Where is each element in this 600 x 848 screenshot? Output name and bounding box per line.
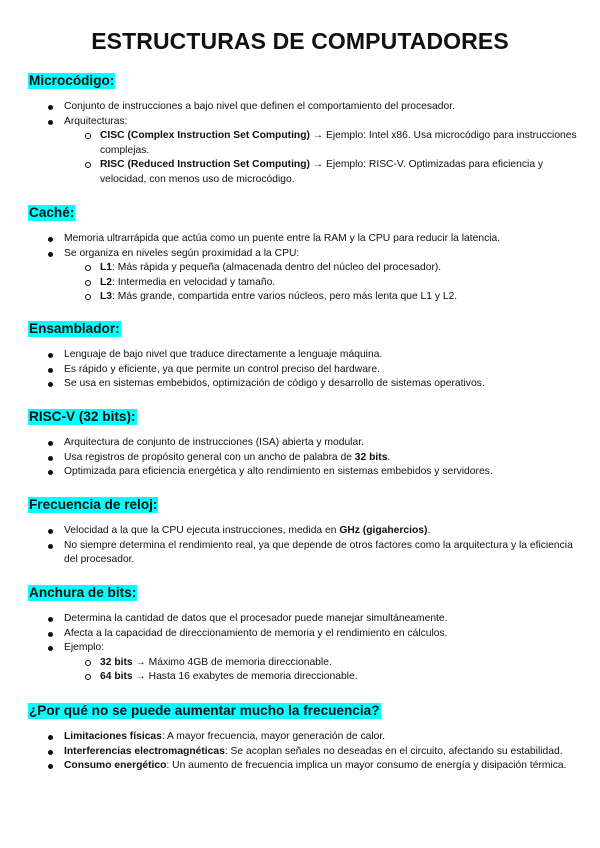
sub-item-text: → Hasta 16 exabytes de memoria direccionable. [132,671,358,683]
list-item [28,348,578,363]
sub-item-text: : Más grande, compartida entre varios núcleos, pero más lenta que L1 y L2. [112,291,458,303]
term-ghz: GHz (gigahercios) [339,525,428,536]
sub-list-item [28,670,578,685]
list-item-text: Afecta a la capacidad de direccionamiento de memoria y el rendimiento en cálculos. [64,627,448,639]
list-item [28,115,578,188]
list-item-text: . [387,451,391,463]
section-microcodigo [28,72,578,188]
term-risc: RISC (Reduced Instruction Set Computing) [100,159,310,171]
list-item [28,100,578,115]
heading-ensamblador: Ensamblador: [29,321,120,336]
list-item-text: Se organiza en niveles según proximidad a la CPU: [64,247,300,259]
section-por-que [28,702,578,774]
list-item [28,539,578,568]
list-item [28,377,578,392]
term-l3: L3 [100,291,113,303]
term-32-bits: 32 bits [100,656,133,668]
list-item-text: Usa registros de propósito general con un ancho de palabra de [64,451,355,463]
list-item [28,247,578,305]
sub-list-item [28,290,578,305]
list-item-text: Es rápido y eficiente, ya que permite un control preciso del hardware. [64,363,380,375]
sub-list-item [28,158,578,187]
section-riscv [28,408,578,480]
sub-item-text: → Máximo 4GB de memoria direccionable. [132,656,332,668]
list-item-text: Se usa en sistemas embebidos, optimización de código y desarrollo de sistemas operativos. [64,378,485,390]
term-cisc: CISC (Complex Instruction Set Computing) [100,130,310,142]
sub-list-item [28,129,578,158]
sub-list-item [28,656,578,671]
term-consumo: Consumo energético [64,760,167,772]
section-anchura [28,584,578,685]
list-item [28,451,578,466]
list-item [28,363,578,378]
list-item-text: No siempre determina el rendimiento real, ya que depende de otros factores como la arquitectura y la eficiencia del procesador. [64,539,573,566]
term-64-bits: 64 bits [100,671,133,683]
list-item-text: : A mayor frecuencia, mayor generación de calor. [161,731,386,742]
sub-item-text: : Intermedia en velocidad y tamaño. [112,276,276,288]
term-l2: L2 [100,276,113,288]
list-item-text: . [427,525,431,536]
heading-microcodigo: Microcódigo: [29,73,115,88]
sub-list-item [28,261,578,276]
sub-item-text: → Ejemplo: Intel x86. Usa microcódigo para instrucciones complejas. [100,130,577,156]
list-item [28,627,578,642]
heading-frecuencia: Frecuencia de reloj: [29,497,158,512]
heading-anchura: Anchura de bits: [29,585,137,600]
term-interferencias: Interferencias electromagnéticas [64,745,225,757]
list-item-text: Ejemplo: [64,642,105,654]
list-item-text: Velocidad a la que la CPU ejecuta instrucciones, medida en [64,525,340,536]
list-item-text: Arquitecturas: [64,115,128,127]
list-item [28,524,578,539]
list-item [28,232,578,247]
page-title: ESTRUCTURAS DE COMPUTADORES [91,28,509,54]
section-frecuencia [28,496,578,568]
list-item [28,745,578,760]
list-item [28,465,578,480]
term-limitaciones: Limitaciones físicas [64,731,162,742]
sub-item-text: : Más rápida y pequeña (almacenada dentro del núcleo del procesador). [112,262,442,274]
list-item [28,436,578,451]
list-item-text: Optimizada para eficiencia energética y alto rendimiento en sistemas embebidos y servidores. [64,466,493,478]
heading-por-que: ¿Por qué no se puede aumentar mucho la frecuencia? [29,703,380,718]
list-item [28,759,578,774]
section-cache [28,204,578,305]
list-item-text: Memoria ultrarrápida que actúa como un puente entre la RAM y la CPU para reducir la latencia. [64,233,501,244]
list-item-text: : Se acoplan señales no deseadas en el circuito, afectando su estabilidad. [224,745,563,757]
list-item [28,641,578,685]
heading-riscv: RISC-V (32 bits): [29,409,136,424]
list-item-text: Lenguaje de bajo nivel que traduce directamente a lenguaje máquina. [64,349,383,360]
section-ensamblador [28,320,578,392]
list-item [28,612,578,627]
heading-cache: Caché: [29,205,75,220]
term-32-bits: 32 bits [354,451,388,463]
list-item [28,730,578,745]
list-item-text: : Un aumento de frecuencia implica un mayor consumo de energía y disipación térmica. [166,760,567,772]
sub-list-item [28,276,578,291]
sub-item-text: → Ejemplo: RISC-V. Optimizadas para eficiencia y velocidad, con menos uso de microcódigo. [100,159,544,185]
list-item-text: Arquitectura de conjunto de instrucciones (ISA) abierta y modular. [64,437,364,448]
list-item-text: Determina la cantidad de datos que el procesador puede manejar simultáneamente. [64,613,448,624]
list-item-text: Conjunto de instrucciones a bajo nivel que definen el comportamiento del procesador. [64,101,455,112]
term-l1: L1 [100,262,113,274]
